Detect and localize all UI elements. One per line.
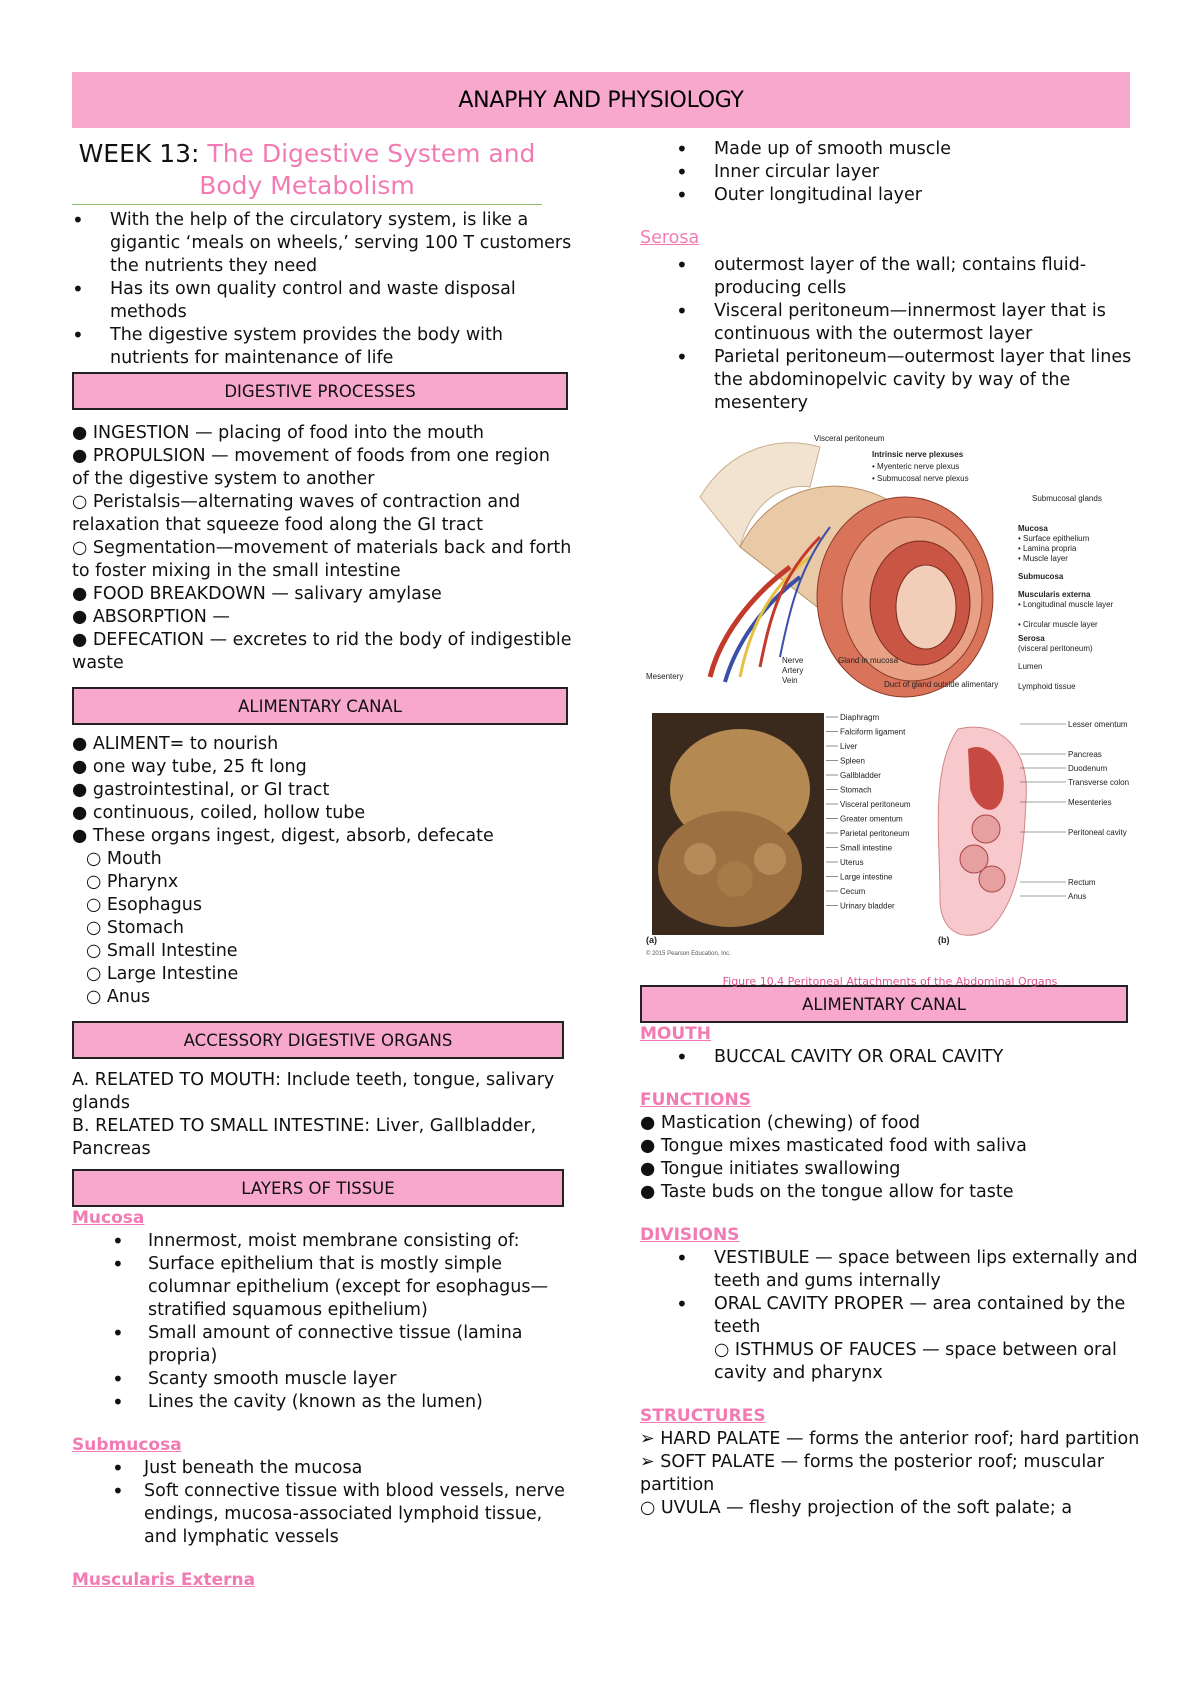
digestive-processes-text: ● INGESTION — placing of food into the mouth ● PROPULSION — movement of foods from one region of the digestive system to another ○ Peristalsis—alternating waves of contraction and relaxation that squeeze food along the GI tract ○ Segmentation—movement of materials back and forth to foster mixing in the small intestine ● FOOD BREAKDOWN — salivary amylase ● ABSORPTION — ● DEFECATION — excretes to rid the body of indigestible waste xyxy=(72,423,572,673)
week-heading: WEEK 13: The Digestive System and Body Metabolism xyxy=(72,138,542,205)
divisions-title: DIVISIONS xyxy=(640,1225,740,1245)
label-submucosal-glands: Submucosal glands xyxy=(1032,494,1102,503)
label-artery: Artery xyxy=(782,666,804,675)
figure-label: Urinary bladder xyxy=(840,901,895,911)
figure-label: Uterus xyxy=(840,858,864,867)
list-item: • Lines the cavity (known as the lumen) xyxy=(72,1391,572,1414)
list-item: • ORAL CAVITY PROPER — area contained by the teeth ○ ISTHMUS OF FAUCES — space between oral cavity and pharynx xyxy=(676,1293,1140,1385)
structures-list: ➢ HARD PALATE — forms the anterior roof; hard partition ➢ SOFT PALATE — forms the posterior roof; muscular partition ○ UVULA — fleshy projection of the soft palate; a xyxy=(640,1429,1140,1518)
section-heading-alimentary-canal-2: ALIMENTARY CANAL xyxy=(640,985,1128,1023)
organ-list: ○ Mouth ○ Pharynx ○ Esophagus ○ Stomach ○ Small Intestine ○ Large Intestine ○ Anus xyxy=(86,849,239,1007)
label-gland: Gland in mucosa xyxy=(838,656,899,665)
list-item: • Parietal peritoneum—outermost layer that lines the abdominopelvic cavity by way of the mesentery xyxy=(676,346,1140,415)
mucosa-list xyxy=(72,1230,572,1414)
document-title-bar xyxy=(72,72,1130,128)
figure-label: Greater omentum xyxy=(840,814,903,824)
figure-label: Pancreas xyxy=(1068,750,1102,759)
serosa-list xyxy=(640,254,1140,415)
label-muscularis: Muscularis externa xyxy=(1018,590,1091,599)
panel-b-label: (b) xyxy=(938,935,950,945)
label-visceral: Visceral peritoneum xyxy=(814,434,885,443)
mouth-title: MOUTH xyxy=(640,1024,711,1044)
submucosa-list xyxy=(72,1457,572,1549)
figure-caption: Figure 10.4 Peritoneal Attachments of the Abdominal Organs xyxy=(722,975,1058,988)
list-item: • Small amount of connective tissue (lamina propria) xyxy=(72,1322,572,1368)
figure-label: Lesser omentum xyxy=(1068,720,1128,729)
label-submucosal-plexus: • Submucosal nerve plexus xyxy=(872,474,969,483)
muscularis-title: Muscularis Externa xyxy=(72,1570,256,1590)
gi-wall-illustration xyxy=(640,427,1140,709)
label-longitudinal: • Longitudinal muscle layer xyxy=(1018,600,1114,609)
functions-list: ● Mastication (chewing) of food ● Tongue mixes masticated food with saliva ● Tongue initiates swallowing ● Taste buds on the tongue allow for taste xyxy=(640,1113,1027,1202)
list-item: • BUCCAL CAVITY OR ORAL CAVITY xyxy=(676,1046,1140,1069)
alimentary-canal-text: ● ALIMENT= to nourish ● one way tube, 25 ft long ● gastrointestinal, or GI tract ● continuous, coiled, hollow tube ● These organs ingest, digest, absorb, defecate ○ Mouth ○ Pharynx ○ Esophagus ○ Stomach ○ Small Intestine ○ Large Intestine ○ Anus xyxy=(72,733,572,1009)
label-circular: • Circular muscle layer xyxy=(1018,620,1098,629)
structures-title: STRUCTURES xyxy=(640,1406,766,1426)
list-item: • VESTIBULE — space between lips externally and teeth and gums internally xyxy=(676,1247,1140,1293)
panel-a-label: (a) xyxy=(646,935,657,945)
serosa-title: Serosa xyxy=(640,228,700,248)
figure-peritoneal xyxy=(640,709,1140,988)
section-heading-alimentary-canal: ALIMENTARY CANAL xyxy=(72,687,568,725)
figure-label: Peritoneal cavity xyxy=(1068,828,1127,837)
figure-label: Gallbladder xyxy=(840,771,881,780)
label-mucosa: Mucosa xyxy=(1018,524,1048,533)
list-item: • Made up of smooth muscle xyxy=(676,138,1140,161)
label-serosa: Serosa xyxy=(1018,634,1045,643)
list-item: • Just beneath the mucosa xyxy=(72,1457,572,1480)
label-submucosa: Submucosa xyxy=(1018,572,1064,581)
muscularis-list xyxy=(640,138,1140,207)
label-mesentery: Mesentery xyxy=(646,672,684,681)
figure-label: Liver xyxy=(840,742,858,751)
figure-label: Small intestine xyxy=(840,843,893,853)
label-lymphoid: Lymphoid tissue xyxy=(1018,682,1076,691)
figure-label: Mesenteries xyxy=(1068,798,1112,807)
figure-label: Large intestine xyxy=(840,872,893,882)
list-item: • Inner circular layer xyxy=(676,161,1140,184)
figure-label: Parietal peritoneum xyxy=(840,829,910,838)
list-item: • Innermost, moist membrane consisting of: xyxy=(72,1230,572,1253)
label-surface-epi: • Surface epithelium xyxy=(1018,534,1090,543)
figure-label: Cecum xyxy=(840,887,866,896)
section-heading-digestive-processes: DIGESTIVE PROCESSES xyxy=(72,372,568,410)
label-intrinsic: Intrinsic nerve plexuses xyxy=(872,450,964,459)
accessory-organs-text: A. RELATED TO MOUTH: Include teeth, tongue, salivary glands B. RELATED TO SMALL INTESTINE: Liver, Gallbladder, Pancreas xyxy=(72,1070,555,1159)
submucosa-title: Submucosa xyxy=(72,1435,182,1455)
figure-label: Diaphragm xyxy=(840,713,880,722)
figure-label: Stomach xyxy=(840,785,872,795)
figure-label: Visceral peritoneum xyxy=(840,800,911,809)
list-item: • Surface epithelium that is mostly simple columnar epithelium (except for esophagus—stratified squamous epithelium) xyxy=(72,1253,572,1322)
label-duct: Duct of gland outside alimentary xyxy=(884,680,999,689)
label-serosa-sub: (visceral peritoneum) xyxy=(1018,644,1093,653)
mouth-list xyxy=(640,1046,1140,1069)
figure-gi-wall xyxy=(640,427,1140,709)
label-myenteric: • Myenteric nerve plexus xyxy=(872,462,960,471)
list-item: • The digestive system provides the body with nutrients for maintenance of life xyxy=(72,324,572,370)
section-heading-layers-of-tissue: LAYERS OF TISSUE xyxy=(72,1169,564,1207)
label-nerve: Nerve xyxy=(782,656,804,665)
mucosa-title: Mucosa xyxy=(72,1208,145,1228)
figure-label: Duodenum xyxy=(1068,764,1108,773)
list-item: • outermost layer of the wall; contains fluid-producing cells xyxy=(676,254,1140,300)
figure-label: Anus xyxy=(1068,892,1087,901)
figure-label: Rectum xyxy=(1068,878,1096,887)
document-title: ANAPHY AND PHYSIOLOGY xyxy=(458,87,744,113)
list-item: • Visceral peritoneum—innermost layer that is continuous with the outermost layer xyxy=(676,300,1140,346)
copyright-text: © 2015 Pearson Education, Inc. xyxy=(646,951,731,957)
functions-title: FUNCTIONS xyxy=(640,1090,751,1110)
section-heading-accessory-organs: ACCESSORY DIGESTIVE ORGANS xyxy=(72,1021,564,1059)
divisions-list xyxy=(640,1247,1140,1385)
intro-list xyxy=(72,209,572,370)
right-column xyxy=(640,138,1140,1520)
list-item: • Soft connective tissue with blood vessels, nerve endings, mucosa-associated lymphoid tissue, and lymphatic vessels xyxy=(72,1480,572,1549)
left-column xyxy=(72,138,572,1592)
label-muscle-layer: • Muscle layer xyxy=(1018,554,1068,563)
list-item: • With the help of the circulatory system, is like a gigantic ‘meals on wheels,’ serving 100 T customers the nutrients they need xyxy=(72,209,572,278)
figure-label: Spleen xyxy=(840,756,865,766)
figure-label: Transverse colon xyxy=(1068,778,1130,787)
label-lumen: Lumen xyxy=(1018,662,1043,671)
peritoneal-illustration xyxy=(640,709,1140,961)
label-lamina: • Lamina propria xyxy=(1018,544,1077,553)
list-item: • Scanty smooth muscle layer xyxy=(72,1368,572,1391)
label-vein: Vein xyxy=(782,676,798,685)
list-item: • Outer longitudinal layer xyxy=(676,184,1140,207)
figure-label: Falciform ligament xyxy=(840,727,906,737)
list-item: • Has its own quality control and waste disposal methods xyxy=(72,278,572,324)
